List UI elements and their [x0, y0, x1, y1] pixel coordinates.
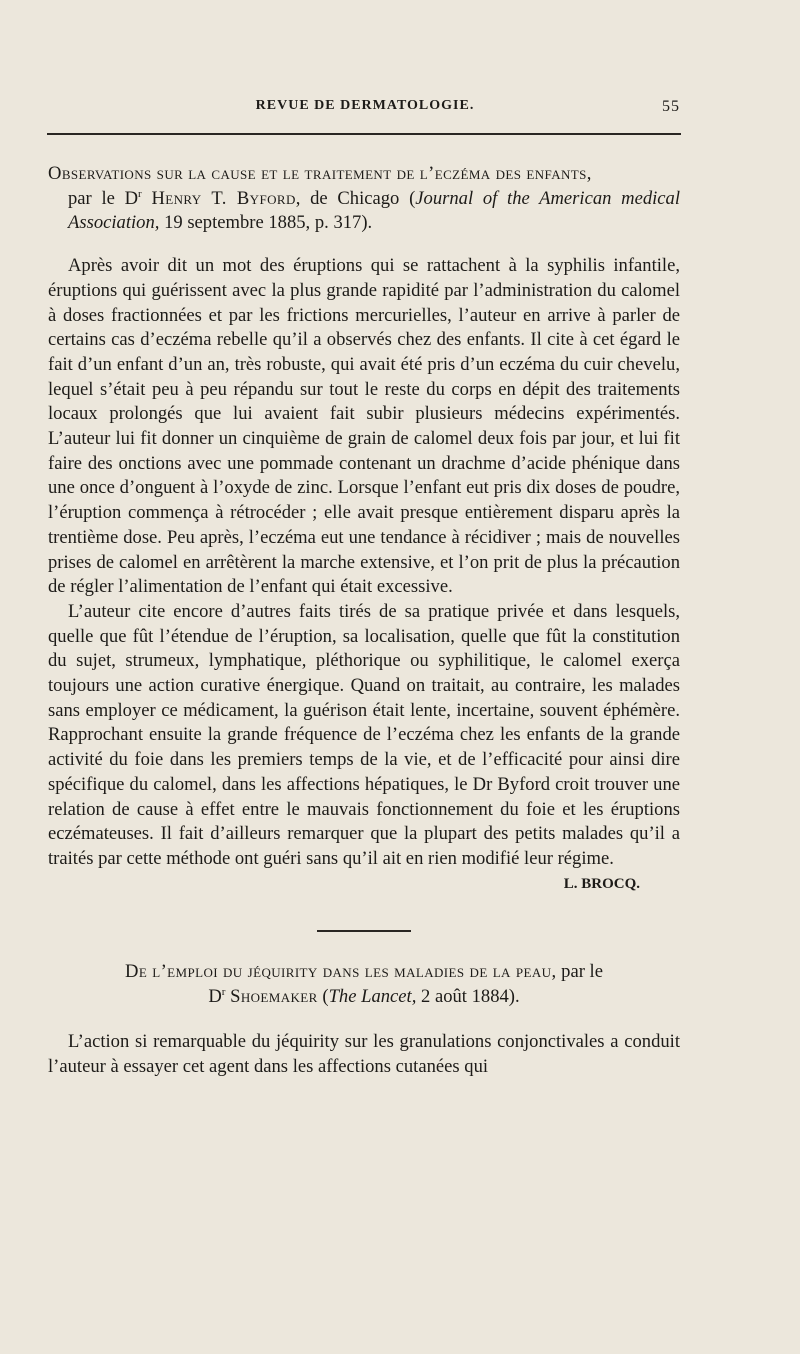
article2-date: 2 août 1884).	[416, 986, 520, 1008]
article1-title: Observations sur la cause et le traitement de l’eczéma des enfants,	[48, 163, 592, 184]
article2-byline-superscript: r	[221, 985, 226, 998]
article1-author: Henry T. Byford	[151, 187, 296, 209]
header-rule	[47, 133, 681, 135]
section-separator	[317, 930, 411, 932]
article1-signature: L. BROCQ.	[563, 875, 640, 892]
running-title: REVUE DE DERMATOLOGIE.	[255, 98, 475, 113]
article2-byline-prefix: D	[208, 986, 222, 1008]
article2-title: De l’emploi du jéquirity dans les maladies de la peau,	[125, 961, 557, 983]
page-body	[48, 162, 680, 1079]
running-header	[50, 98, 680, 122]
article2-journal: The Lancet,	[328, 986, 417, 1008]
article1-journal: Journal of the American medical Association,	[68, 187, 680, 234]
byline-superscript: r	[138, 187, 142, 200]
article1-paragraph-2: L’auteur cite encore d’autres faits tirés de sa pratique privée et dans lesquels, quelle que fût l’étendue de l’éruption, sa localisation, quelle que fût la constitution du sujet, strumeux, lymphatique, pléthorique ou syphilitique, le calomel exerça toujours une action curative énergique. Quand on traitait, au contraire, les malades sans employer ce médicament, la guérison était lente, incertaine, souvent éphémère. Rapprochant ensuite la grande fréquence de l’eczéma chez les enfants de la grande activité du foie dans les premiers temps de la vie, et de l’efficacité pour ainsi dire spécifique du calomel, dans les affections hépatiques, le Dr Byford croit trouver une relation de cause à effet entre le mauvais fonctionnement du foie et les éruptions eczémateuses. Il fait d’ailleurs remarquer que la plupart des petits malades qu’il a traités par cette méthode ont guéri sans qu’il ait en rien modifié leur régime.	[48, 600, 680, 869]
page-number: 55	[662, 98, 680, 115]
article2-heading: De l’emploi du jéquirity dans les maladies de la peau, par le $D^r$ Shoemaker (The Lancet, 2 août 1884).	[125, 961, 603, 1008]
article1-date: 19 septembre 1885, p. 317).	[159, 212, 373, 234]
byline-location: , de Chicago (	[295, 187, 416, 209]
article2-paragraph-1: L’action si remarquable du jéquirity sur les granulations conjonctivales a conduit l’auteur à essayer cet agent dans les affections cutanées qui	[48, 1030, 680, 1077]
article2-title-rest: par le	[556, 961, 603, 983]
article1-heading	[48, 162, 680, 236]
byline-prefix: par le D	[68, 187, 139, 209]
article1-paragraph-1: Après avoir dit un mot des éruptions qui se rattachent à la syphilis infantile, éruptions qui guérissent avec la plus grande rapidité par l’administration du calomel à doses fractionnées et par les frictions mercurielles, l’auteur en arrive à parler de certains cas d’eczéma rebelle qu’il a observés chez des enfants. Il cite à cet égard le fait d’un enfant d’un an, très robuste, qui avait été pris d’un eczéma du cuir chevelu, lequel s’était peu à peu répandu sur tout le reste du corps en dépit des traitements locaux prolongés que lui avaient fait subir plusieurs médecins expérimentés. L’auteur lui fit donner un cinquième de grain de calomel deux fois par jour, et lui fit faire des onctions avec une pommade contenant un drachme d’acide phénique dans une once d’onguent à l’oxyde de zinc. Lorsque l’enfant eut pris dix doses de poudre, l’éruption commença à rétrocéder ; elle avait presque entièrement disparu après la trentième dose. Peu après, l’eczéma eut une tendance à récidiver ; mais de nouvelles prises de calomel en arrêtèrent la marche extensive, et l’on prit de plus la précaution de régler l’alimentation de l’enfant qui était excessive.	[48, 255, 680, 598]
article2-author: Shoemaker	[230, 986, 318, 1008]
article1-byline	[48, 187, 680, 236]
